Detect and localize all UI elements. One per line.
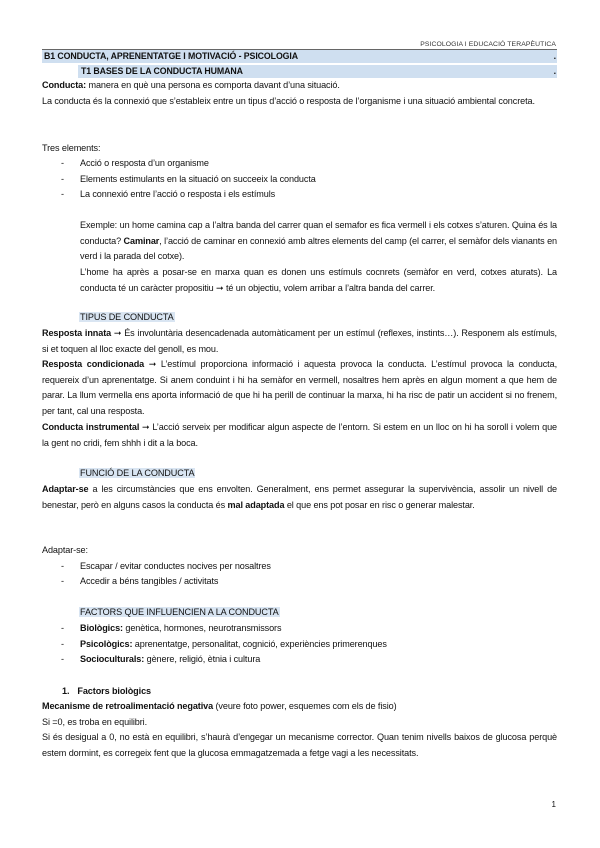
list-item: - Acció o resposta d’un organisme — [61, 158, 209, 168]
conducta-definition — [42, 78, 340, 94]
topic-title: T1 BASES DE LA CONDUCTA HUMANA — [81, 66, 243, 76]
topic-title-dot: . — [553, 66, 556, 76]
topic-title-bar — [78, 65, 557, 78]
factors-heading: FACTORS QUE INFLUENCIEN A LA CONDUCTA — [80, 607, 279, 617]
conducta-instrumental: Conducta instrumental ➞ L’acció serveix per modificar algun aspecte de l’entorn. Si estem en un lloc on hi ha soroll i volem que la gent no cridi, fem shhh i dit a la boca. — [42, 422, 557, 448]
running-header: PSICOLOGIA I EDUCACIÓ TERAPÈUTICA — [420, 41, 556, 48]
list-item: - Psicològics: aprenentatge, personalitat, cognició, experiències primerenques — [61, 639, 387, 649]
resposta-condicionada: Resposta condicionada ➞ L’estímul proporciona informació i aquesta provoca la conducta. L’estímul provoca la conducta, requereix d’un aprenentatge. Si anem conduint i hi ha semàfor en vermell, nosaltres hem après en algun moment a que hem de parar. La llum vermella ens aporta informació de que hi ha perill de continuar la marxa, hi ha risc de patir un accident si no frenem, per tant, cal una resposta. — [42, 359, 557, 416]
equilibri-line: Si =0, es troba en equilibri. — [42, 717, 148, 727]
list-item: - Elements estimulants en la situació on succeeix la conducta — [61, 174, 316, 184]
conducta-paragraph: La conducta és la connexió que s’estableix entre un tipus d’acció o resposta de l’organisme i una situació ambiental concreta. — [42, 96, 535, 106]
elements-heading: Tres elements: — [42, 143, 101, 153]
adaptar-paragraph: Adaptar-se a les circumstàncies que ens envolten. Generalment, ens permet assegurar la supervivència, assolir un nivell de benestar, però en alguns casos la conducta és mal adaptada el que ens pot posar en risc o generar malestar. — [42, 484, 557, 510]
section-title: B1 CONDUCTA, APRENENTATGE I MOTIVACIÓ - PSICOLOGIA — [44, 51, 299, 61]
list-item: - Socioculturals: gènere, religió, ètnia i cultura — [61, 654, 261, 664]
section-title-dot: . — [553, 51, 556, 61]
conducta-def: manera en què una persona es comporta davant d’una situació. — [86, 80, 340, 90]
mecanisme-line: Mecanisme de retroalimentació negativa (veure foto power, esquemes com els de fisio) — [42, 701, 397, 711]
list-item: - Biològics: genètica, hormones, neurotransmissors — [61, 623, 282, 633]
section-title-bar — [42, 50, 557, 63]
page-number: 1 — [551, 800, 556, 809]
resposta-innata: Resposta innata ➞ És involuntària desencadenada automàticament per un estímul (reflexes, instints…). Responem als estímuls, si et toquen al lloc exacte del genoll, es mou. — [42, 328, 557, 354]
list-item: - La connexió entre l’acció o resposta i els estímuls — [61, 189, 276, 199]
numbered-heading: 1. Factors biològics — [62, 686, 151, 696]
list-item: - Escapar / evitar conductes nocives per nosaltres — [61, 561, 271, 571]
conducta-term: Conducta: — [42, 80, 87, 90]
tipus-heading: TIPUS DE CONDUCTA — [80, 312, 174, 322]
funcio-heading: FUNCIÓ DE LA CONDUCTA — [80, 468, 195, 478]
example-paragraph: Exemple: un home camina cap a l’altra banda del carrer quan el semafor es fica vermell i els cotxes s’aturen. Quina és la conducta? Caminar, l’acció de caminar en connexió amb altres elements del camp (el carrer, el semàfor dels vianants en verd i la parada del cotxe). — [80, 220, 558, 261]
list-item: - Accedir a béns tangibles / activitats — [61, 576, 219, 586]
desigual-paragraph: Si és desigual a 0, no està en equilibri, s’haurà d’engegar un mecanisme corrector. Quan tenim nivells baixos de glucosa perquè estem dormint, es corregeix fent que la glucosa emmagatzemada a fetge vagi a les necessitats. — [42, 732, 557, 758]
adaptar-label: Adaptar-se: — [42, 545, 88, 555]
example-paragraph-2: L’home ha après a posar-se en marxa quan es donen uns estímuls cocnrets (semàfor en verd, cotxes aturats). La conducta té un caràcter propositiu ➞ té un objectiu, volem arribar a l’altra banda del carrer. — [80, 267, 557, 293]
